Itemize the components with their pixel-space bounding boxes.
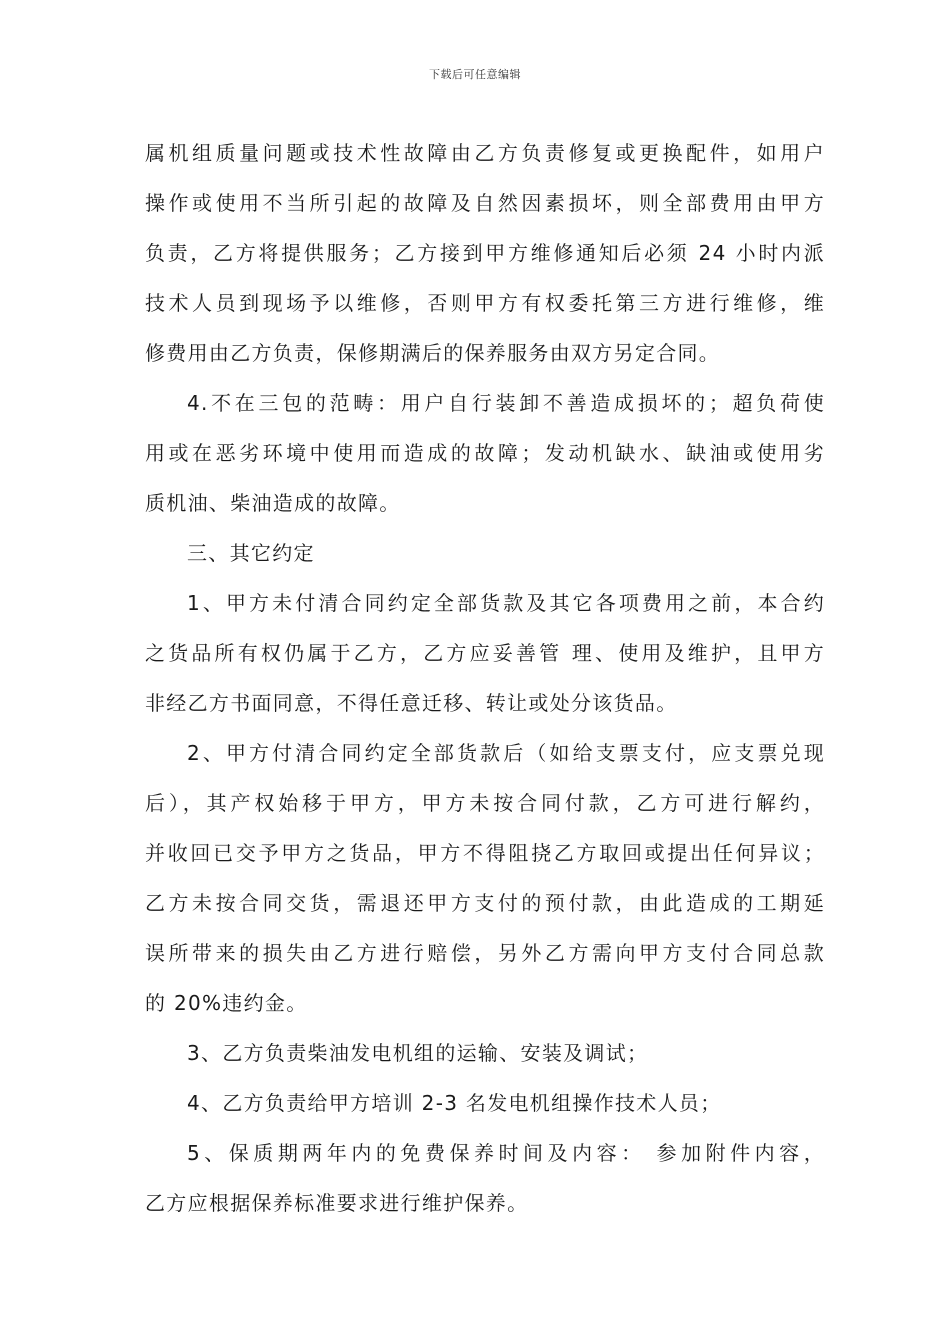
paragraph-line: 2、甲方付清合同约定全部货款后（如给支票支付，应支票兑现 bbox=[187, 741, 825, 765]
paragraph-line: 3、乙方负责柴油发电机组的运输、安装及调试； bbox=[187, 1041, 649, 1065]
paragraph bbox=[145, 378, 825, 528]
paragraph-line: 误所带来的损失由乙方进行赔偿，另外乙方需向甲方支付合同总款 bbox=[145, 941, 825, 965]
paragraph-line: 1、甲方未付清合同约定全部货款及其它各项费用之前，本合约 bbox=[187, 591, 825, 615]
paragraph-line: 属机组质量问题或技术性故障由乙方负责修复或更换配件，如用户 bbox=[145, 141, 825, 165]
paragraph bbox=[145, 728, 825, 1028]
document-body bbox=[145, 128, 825, 1228]
paragraph-line: 4、乙方负责给甲方培训 2-3 名发电机组操作技术人员； bbox=[187, 1091, 722, 1115]
page-header: 下载后可任意编辑 bbox=[429, 68, 521, 81]
paragraph-line: 的 20%违约金。 bbox=[145, 991, 308, 1015]
paragraph-line: 负责，乙方将提供服务；乙方接到甲方维修通知后必须 24 小时内派 bbox=[145, 241, 825, 265]
paragraph-line: 5、保质期两年内的免费保养时间及内容： 参加附件内容， bbox=[187, 1141, 825, 1165]
paragraph bbox=[145, 1128, 825, 1228]
paragraph bbox=[145, 528, 825, 578]
paragraph-line: 修费用由乙方负责，保修期满后的保养服务由双方另定合同。 bbox=[145, 341, 721, 365]
paragraph-line: 乙方未按合同交货，需退还甲方支付的预付款，由此造成的工期延 bbox=[145, 891, 825, 915]
paragraph bbox=[145, 1078, 825, 1128]
paragraph-line: 后），其产权始移于甲方，甲方未按合同付款，乙方可进行解约， bbox=[145, 791, 825, 815]
paragraph-line: 之货品所有权仍属于乙方，乙方应妥善管 理、使用及维护，且甲方 bbox=[145, 641, 825, 665]
paragraph-line: 操作或使用不当所引起的故障及自然因素损坏，则全部费用由甲方 bbox=[145, 191, 825, 215]
paragraph-line: 三、其它约定 bbox=[187, 541, 315, 565]
paragraph bbox=[145, 1028, 825, 1078]
paragraph bbox=[145, 578, 825, 728]
paragraph-line: 技术人员到现场予以维修，否则甲方有权委托第三方进行维修，维 bbox=[145, 291, 825, 315]
paragraph-line: 并收回已交予甲方之货品，甲方不得阻挠乙方取回或提出任何异议； bbox=[145, 841, 825, 865]
paragraph-line: 4.不在三包的范畴：用户自行装卸不善造成损坏的；超负荷使 bbox=[187, 391, 825, 415]
paragraph-line: 用或在恶劣环境中使用而造成的故障；发动机缺水、缺油或使用劣 bbox=[145, 441, 825, 465]
paragraph-line: 非经乙方书面同意，不得任意迁移、转让或处分该货品。 bbox=[145, 691, 678, 715]
paragraph-line: 质机油、柴油造成的故障。 bbox=[145, 491, 401, 515]
paragraph-line: 乙方应根据保养标准要求进行维护保养。 bbox=[145, 1191, 529, 1215]
paragraph bbox=[145, 128, 825, 378]
